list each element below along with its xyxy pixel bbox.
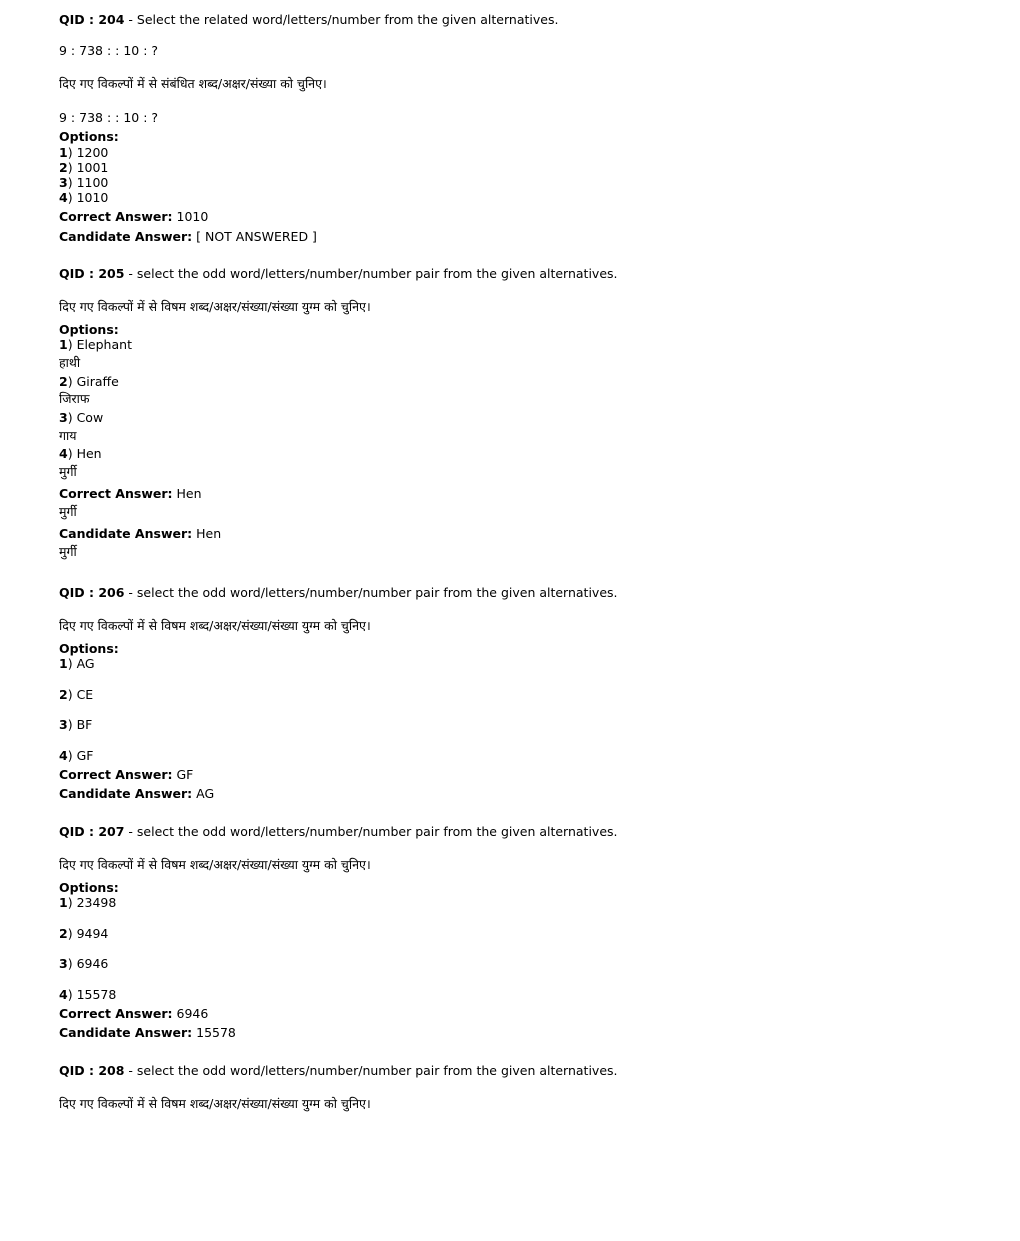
option-item: 1) AG bbox=[59, 656, 95, 671]
correct-answer: Correct Answer: 1010 bbox=[59, 209, 209, 224]
qid-label: QID : bbox=[59, 1063, 99, 1078]
qid-label: QID : bbox=[59, 585, 99, 600]
qid-number: 204 bbox=[98, 12, 125, 27]
question-text-en: - select the odd word/letters/number/number pair from the given alternatives. bbox=[124, 1063, 618, 1078]
question-text-hi: दिए गए विकल्पों में से विषम शब्द/अक्षर/संख्या/संख्या युग्म को चुनिए। bbox=[59, 299, 371, 314]
question-text-hi: दिए गए विकल्पों में से विषम शब्द/अक्षर/संख्या/संख्या युग्म को चुनिए। bbox=[59, 1096, 371, 1111]
candidate-answer: Candidate Answer: 15578 bbox=[59, 1025, 236, 1040]
question-text-en: - select the odd word/letters/number/number pair from the given alternatives. bbox=[124, 824, 618, 839]
option-item: 3) 6946 bbox=[59, 956, 109, 971]
option-item: 3) Cow bbox=[59, 410, 104, 425]
option-item: 2) CE bbox=[59, 687, 94, 702]
qid-label: QID : bbox=[59, 824, 99, 839]
correct-answer: Correct Answer: Hen bbox=[59, 486, 202, 501]
option-item: 1) Elephant bbox=[59, 337, 132, 352]
candidate-answer-hi: मुर्गी bbox=[59, 544, 77, 559]
option-item: 4) 15578 bbox=[59, 987, 117, 1002]
option-item: 3) BF bbox=[59, 717, 93, 732]
question-text-hi: दिए गए विकल्पों में से विषम शब्द/अक्षर/संख्या/संख्या युग्म को चुनिए। bbox=[59, 857, 371, 872]
option-item-hi: हाथी bbox=[59, 355, 81, 370]
option-item: 3) 1100 bbox=[59, 175, 109, 190]
option-item: 4) GF bbox=[59, 748, 94, 763]
option-item: 4) Hen bbox=[59, 446, 102, 461]
option-item: 1) 23498 bbox=[59, 895, 117, 910]
question-text-hi: दिए गए विकल्पों में से विषम शब्द/अक्षर/संख्या/संख्या युग्म को चुनिए। bbox=[59, 618, 371, 633]
candidate-answer: Candidate Answer: Hen bbox=[59, 526, 222, 541]
qid-number: 207 bbox=[98, 824, 125, 839]
question-text-hi: दिए गए विकल्पों में से संबंधित शब्द/अक्षर/संख्या को चुनिए। bbox=[59, 76, 327, 91]
qid-number: 205 bbox=[98, 266, 125, 281]
candidate-answer: Candidate Answer: AG bbox=[59, 786, 215, 801]
question-text-en: - select the odd word/letters/number/number pair from the given alternatives. bbox=[124, 585, 618, 600]
option-item: 2) 1001 bbox=[59, 160, 109, 175]
qid-label: QID : bbox=[59, 266, 99, 281]
option-item-hi: जिराफ bbox=[59, 391, 90, 406]
qid-number: 208 bbox=[98, 1063, 125, 1078]
option-item: 2) 9494 bbox=[59, 926, 109, 941]
correct-answer: Correct Answer: GF bbox=[59, 767, 194, 782]
correct-answer: Correct Answer: 6946 bbox=[59, 1006, 209, 1021]
options-label: Options: bbox=[59, 322, 119, 337]
option-item-hi: गाय bbox=[59, 428, 77, 443]
question-text-en: - Select the related word/letters/number from the given alternatives. bbox=[124, 12, 559, 27]
question-expression: 9 : 738 : : 10 : ? bbox=[59, 43, 159, 58]
question-header bbox=[59, 585, 618, 600]
question-header bbox=[59, 1063, 618, 1078]
option-item-hi: मुर्गी bbox=[59, 464, 77, 479]
candidate-answer: Candidate Answer: [ NOT ANSWERED ] bbox=[59, 229, 317, 244]
question-header bbox=[59, 12, 558, 27]
options-label: Options: bbox=[59, 880, 119, 895]
option-item: 1) 1200 bbox=[59, 145, 109, 160]
option-item: 4) 1010 bbox=[59, 190, 109, 205]
question-expression-hi: 9 : 738 : : 10 : ? bbox=[59, 110, 159, 125]
question-header bbox=[59, 266, 618, 281]
correct-answer-hi: मुर्गी bbox=[59, 504, 77, 519]
options-label: Options: bbox=[59, 641, 119, 656]
question-header bbox=[59, 824, 618, 839]
question-text-en: - select the odd word/letters/number/number pair from the given alternatives. bbox=[124, 266, 618, 281]
options-label: Options: bbox=[59, 129, 119, 144]
qid-number: 206 bbox=[98, 585, 125, 600]
qid-label: QID : bbox=[59, 12, 99, 27]
option-item: 2) Giraffe bbox=[59, 374, 119, 389]
